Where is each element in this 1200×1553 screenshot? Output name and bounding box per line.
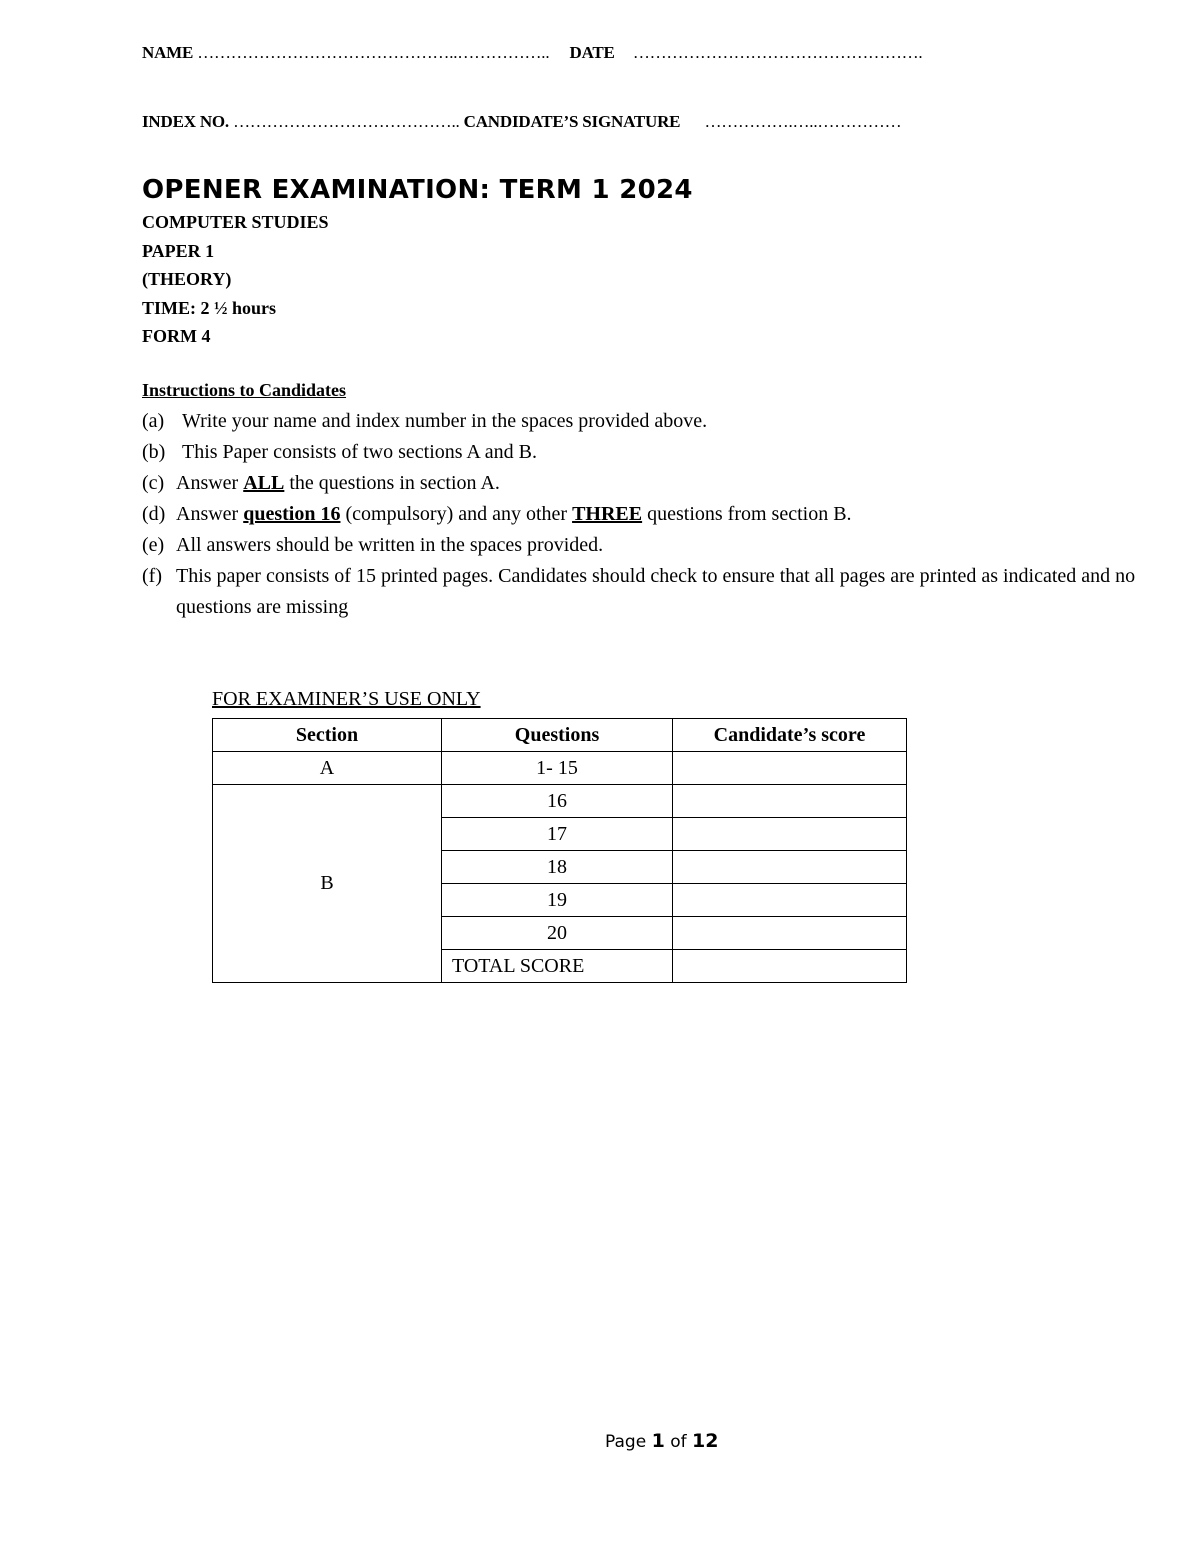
index-field[interactable]: ………………………………….. bbox=[233, 112, 460, 131]
name-date-line bbox=[142, 43, 922, 63]
instruction-item: (b) This Paper consists of two sections A and B. bbox=[142, 441, 537, 463]
instructions-list bbox=[142, 406, 1162, 623]
section-b-cell: B bbox=[213, 785, 442, 983]
table-row bbox=[213, 752, 907, 785]
paper-type: (THEORY) bbox=[142, 269, 232, 290]
emphasis-all: ALL bbox=[243, 472, 285, 494]
index-label: INDEX NO. bbox=[142, 112, 229, 131]
total-score-cell[interactable] bbox=[673, 950, 907, 983]
exam-title: OPENER EXAMINATION: TERM 1 2024 bbox=[142, 175, 693, 205]
total-score-label: TOTAL SCORE bbox=[442, 950, 673, 983]
date-field[interactable]: ……………………………………………. bbox=[632, 43, 923, 62]
questions-cell: 20 bbox=[442, 917, 673, 950]
examiner-heading: FOR EXAMINER’S USE ONLY bbox=[212, 688, 481, 710]
signature-label: CANDIDATE’S SIGNATURE bbox=[463, 112, 681, 131]
instruction-item: (f) This paper consists of 15 printed pages. Candidates should check to ensure that all pages are printed as indicated and no questions are missing bbox=[142, 565, 1136, 618]
instruction-item: (c) Answer ALL the questions in section A. bbox=[142, 472, 500, 494]
emphasis-question-16: question 16 bbox=[243, 503, 341, 525]
name-label: NAME bbox=[142, 43, 194, 62]
instruction-item: (e) All answers should be written in the spaces provided. bbox=[142, 534, 604, 556]
name-field[interactable]: ………………………………………..…………….. bbox=[197, 43, 550, 62]
emphasis-three: THREE bbox=[572, 503, 643, 525]
score-cell[interactable] bbox=[673, 884, 907, 917]
column-header-questions: Questions bbox=[442, 719, 673, 752]
questions-cell: 16 bbox=[442, 785, 673, 818]
column-header-section: Section bbox=[213, 719, 442, 752]
total-pages: 12 bbox=[692, 1430, 719, 1452]
subject: COMPUTER STUDIES bbox=[142, 212, 329, 232]
instructions-heading: Instructions to Candidates bbox=[142, 380, 347, 400]
questions-cell: 19 bbox=[442, 884, 673, 917]
questions-cell: 17 bbox=[442, 818, 673, 851]
score-cell[interactable] bbox=[673, 752, 907, 785]
table-row bbox=[213, 785, 907, 818]
instruction-item: (d) Answer question 16 (compulsory) and any other THREE questions from section B. bbox=[142, 503, 852, 525]
score-cell[interactable] bbox=[673, 917, 907, 950]
index-signature-line bbox=[142, 112, 901, 132]
paper-number: PAPER 1 bbox=[142, 240, 215, 261]
score-cell[interactable] bbox=[673, 851, 907, 884]
signature-field[interactable]: …………….…..…………… bbox=[704, 112, 902, 131]
score-cell[interactable] bbox=[673, 818, 907, 851]
instruction-item: (a) Write your name and index number in the spaces provided above. bbox=[142, 410, 708, 432]
paper-details bbox=[142, 208, 329, 351]
form-level: FORM 4 bbox=[142, 326, 211, 347]
score-table bbox=[212, 718, 907, 983]
page-number: Page 1 of 12 bbox=[605, 1430, 719, 1452]
table-header-row bbox=[213, 719, 907, 752]
questions-cell: 1- 15 bbox=[442, 752, 673, 785]
current-page: 1 bbox=[651, 1430, 665, 1452]
time-allowed: TIME: 2 ½ hours bbox=[142, 297, 277, 318]
section-a-cell: A bbox=[213, 752, 442, 785]
date-label: DATE bbox=[569, 43, 615, 62]
column-header-score: Candidate’s score bbox=[673, 719, 907, 752]
questions-cell: 18 bbox=[442, 851, 673, 884]
score-cell[interactable] bbox=[673, 785, 907, 818]
